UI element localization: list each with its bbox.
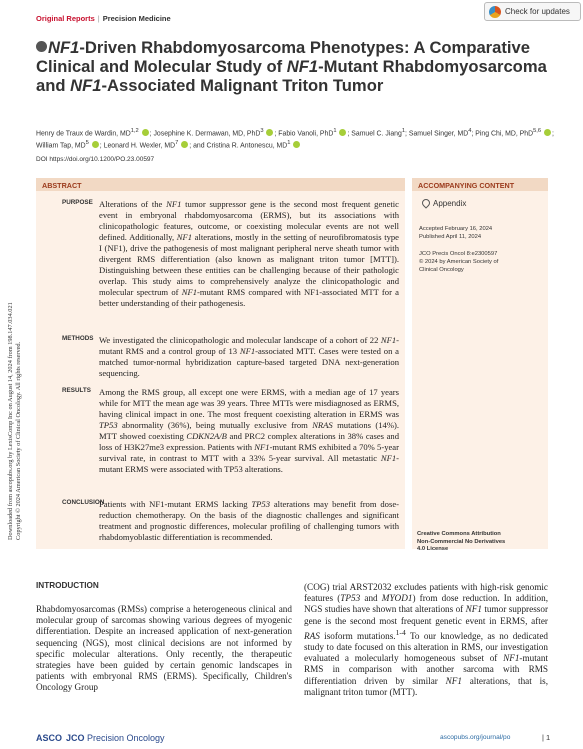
appendix-link[interactable]: Appendix [422,199,466,208]
crossmark-icon [489,6,501,18]
journal-logo: JCO Precision Oncology [66,733,165,743]
asco-logo: ASCO [36,733,63,743]
introduction-heading: INTRODUCTION [36,581,99,590]
page-footer [0,730,583,749]
intro-column-2: (COG) trial ARST2032 excludes patients with high-risk genomic features (TP53 and MYOD1) from dose reduction. In addition, NGS studies have shown that alterations of NF1 tumor suppressor gene is the second most frequent genetic event in ERMS, after RAS isoform mutations.$^{1-4}$ To our knowledge, as no dedicated study to date focused on this alteration in RMS, our investigation evaluated a molecularly homogeneous subset of NF1-mutant RMS in comparison with another sarcoma with RMS differentiation driven by similar NF1 alterations, that is, malignant triton tumor (MTT). [304,582,549,697]
section-header: Original Reports | Precision Medicine [36,14,171,23]
category-label: Precision Medicine [102,14,171,23]
journal-url[interactable]: ascopubs.org/journal/po [440,734,511,741]
doi-link[interactable]: DOI https://doi.org/10.1200/PO.23.00597 [36,156,155,163]
publication-meta: Accepted February 16, 2024 Published April 11, 2024 JCO Precis Oncol 8:e2300597 © 2024 by American Society of Clinical Oncology [419,226,499,274]
intro-column-1: Rhabdomyosarcomas (RMSs) comprise a heterogeneous clinical and molecular group of sarcomas showing various degrees of myogenic differentiation. Despite an increased application of next-generation sequencing (NGS), most clinical decisions are not informed by specific molecular alterations. Only recently, the therapeutic strategies have been guided by certain genomic landscapes in patients with embryonal RMS (ERMS). Specifically, Children's Oncology Group [36,604,292,693]
license-note: Creative Commons Attribution Non-Commercial No Derivatives 4.0 License [417,531,506,552]
abstract-heading: ABSTRACT [36,178,405,191]
author-list: Henry de Traux de Wardin, MD$^{1,2}$ ; Josephine K. Dermawan, MD, PhD$^3$ ; Fabio Vanoli, PhD$^1$ ; Samuel C. Jiang$^1$; Samuel Singer, $MD^4$; Ping Chi, MD, PhD$^{5,6}$ ; William Tap, $MD^5$ ; Leonard H. Wexler, $MD^7$ ; and Cristina R. Antonescu, $MD^1$ [36,128,554,150]
section-label: Original Reports [36,14,95,23]
download-watermark: Downloaded from ascopubs.org by LexisComp Inc on August 14, 2024 from 198.147.034.021 Copyright © 2024 American Society of Clinical Oncology. All rights reserved. [7,302,22,540]
article-title: NF1-Driven Rhabdomyosarcoma Phenotypes: A Comparative Clinical and Molecular Study of NF1-Mutant Rhabdomyosarcoma and NF1-Associated Malignant Triton Tumor [36,38,547,96]
appendix-icon [420,197,431,208]
page-number: | 1 [542,733,551,742]
check-for-updates-button[interactable]: Check for updates [484,2,581,21]
accompanying-panel [412,191,548,552]
open-access-icon [36,41,47,52]
abstract-panel: PURPOSE Alterations of the NF1 tumor suppressor gene is the second most frequent genetic event in embryonal rhabdomyosarcoma (ERMS), but its associations with clinicopathologic features, outcome, or coexisting molecular events are not well defined. Additionally, NF1 alterations, mostly in the setting of neurofibromatosis type I (NF1), drive the pathogenesis of most malignant peripheral nerve sheath tumor with divergent RMS differentiation (also known as malignant triton tumor [MTT]). Distinguishing between these entities can be challenging because of their pathologic overlap. This study aims to comprehensively analyze the clinicopathologic and molecular spectrum of NF1-mutant RMS compared with NF1-associated MTT for a better understanding of their pathogenesis. METHODS We investigated the clinicopathologic and molecular landscape of a cohort of 22 NF1-mutant RMS and a control group of 13 NF1-associated MTT. Cases were tested on a matched tumor-normal hybridization capture-based targeted DNA next-generation sequencing. RESULTS Among the RMS group, all except one were ERMS, with a median age of 17 years while for MTT the mean age was 39 years. Three MTTs were misdiagnosed as ERMS, having clinical impact in one. The most frequent coexisting alteration in ERMS was TP53 abnormality (36%), being mutually exclusive from NRAS mutations (14%). MTT showed coexisting CDKN2A/B and PRC2 complex alterations in 38% cases and loss of H3K27me3 expression. Patients with NF1-mutant RMS exhibited a 70% 5-year survival rate, in contrast to MTT with a 33% 5-year survival. All metastatic NF1-mutant ERMS were associated with TP53 alterations. CONCLUSION Patients with NF1-mutant ERMS lacking TP53 alterations may benefit from dose-reduction chemotherapy. On the basis of the diagnostic challenges and significant treatment and prognostic differences, molecular profiling of challenging tumors with rhabdomyoblastic differentiation is recommended. [36,191,405,549]
accompanying-content-heading: ACCOMPANYING CONTENT [412,178,548,191]
